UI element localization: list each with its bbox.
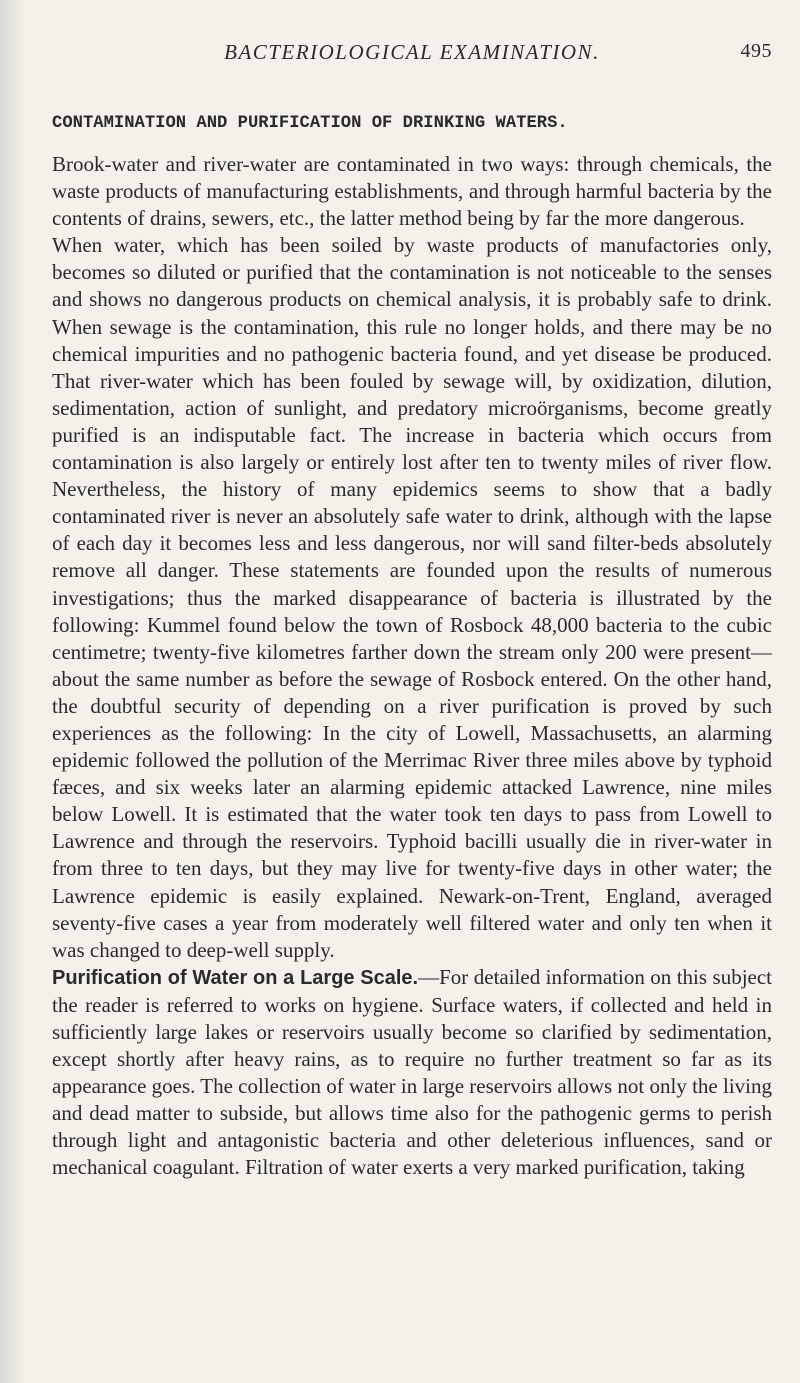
paragraph-contamination-ways: Brook-water and river-water are contaminated in two ways: through chemicals, the waste products of manufacturing establishments, and through harmful bacteria by the contents of drains, sewers, etc., the latter method being by far the more dangerous. — [52, 152, 772, 231]
running-title: BACTERIOLOGICAL EXAMINATION. — [224, 40, 600, 64]
section-heading: CONTAMINATION AND PURIFICATION OF DRINKING WATERS. — [52, 114, 568, 133]
paragraph-sewage-contamination: When water, which has been soiled by waste products of manufactories only, becomes so diluted or purified that the contamination is not noticeable to the senses and shows no dangerous products on chemical analysis, it is probably safe to drink. When sewage is the contamination, this rule no longer holds, and there may be no chemical impurities and no pathogenic bacteria found, and yet disease be produced. That river-water which has been fouled by sewage will, by oxidization, dilution, sedimentation, action of sunlight, and predatory microörganisms, become greatly purified is an indisputable fact. The increase in bacteria which occurs from contamination is also largely or entirely lost after ten to twenty miles of river flow. Nevertheless, the history of many epidemics seems to show that a badly contaminated river is never an absolutely safe water to drink, although with the lapse of each day it becomes less and less dangerous, nor will sand filter-beds absolutely remove all danger. These statements are founded upon the results of numerous investigations; thus the marked disappearance of bacteria is illustrated by the following: Kummel found below the town of Rosbock 48,000 bacteria to the cubic centimetre; twenty-five kilometres farther down the stream only 200 were present—about the same number as before the sewage of Rosbock entered. On the other hand, the doubtful security of depending on a river purification is proved by such experiences as the following: In the city of Lowell, Massachusetts, an alarming epidemic followed the pollution of the Merrimac River three miles above by typhoid fæces, and six weeks later an alarming epidemic attacked Lawrence, nine miles below Lowell. It is estimated that the water took ten days to pass from Lowell to Lawrence and through the reservoirs. Typhoid bacilli usually die in river-water in from three to ten days, but they may live for twenty-five days in other water; the Lawrence epidemic is easily explained. Newark-on-Trent, England, averaged seventy-five cases a year from moderately well filtered water and only ten when it was changed to deep-well supply. — [52, 233, 772, 962]
paragraph-text: —For detailed information on this subject the reader is referred to works on hygiene. Surface waters, if collected and held in sufficiently large lakes or reservoirs usually become so clarified by sedimentation, except shortly after heavy rains, as to require no further treatment so far as its appearance goes. The collection of water in large reservoirs allows not only the living and dead matter to subside, but allows time also for the pathogenic germs to perish through light and antagonistic bacteria and other deleterious influences, sand or mechanical coagulant. Filtration of water exerts a very marked purification, taking — [52, 964, 772, 1180]
paragraph-large-scale-purification — [52, 964, 772, 1182]
body-text — [52, 151, 772, 1182]
page-number: 495 — [740, 40, 772, 62]
run-in-heading: Purification of Water on a Large Scale. — [52, 966, 419, 989]
binding-shadow — [0, 0, 26, 1383]
running-header — [52, 40, 772, 74]
